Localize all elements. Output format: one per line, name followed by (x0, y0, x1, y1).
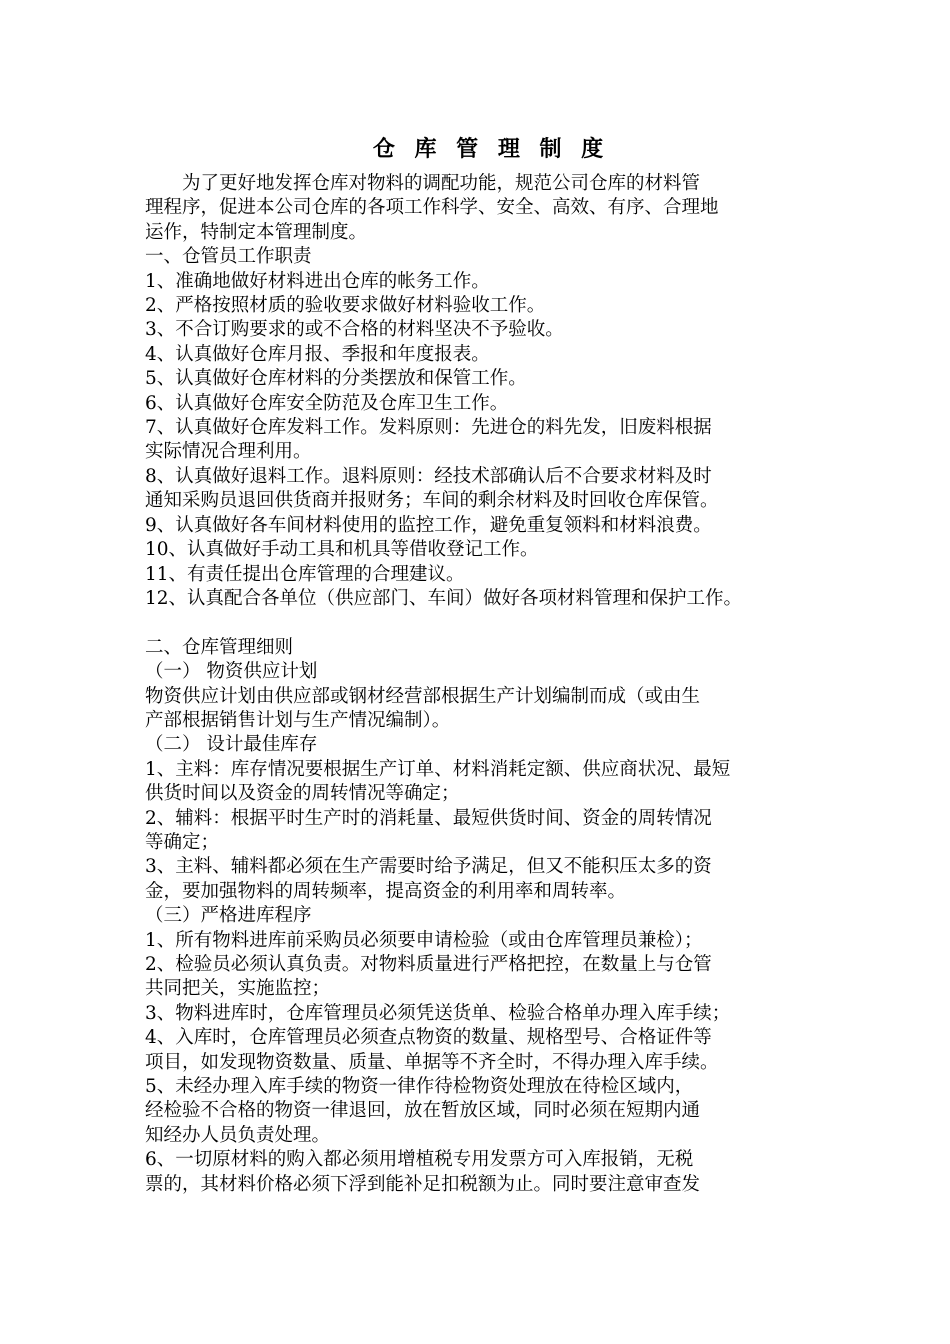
intro-paragraph-line: 运作，特制定本管理制度。 (145, 221, 368, 243)
list-item-continuation: 知经办人员负责处理。 (145, 1124, 331, 1146)
list-item-continuation: 通知采购员退回供货商并报财务；车间的剩余材料及时回收仓库保管。 (145, 490, 719, 512)
intro-paragraph-line: 理程序，促进本公司仓库的各项工作科学、安全、高效、有序、合理地 (145, 197, 719, 219)
paragraph-line: 物资供应计划由供应部或钢材经营部根据生产计划编制而成（或由生 (145, 685, 701, 707)
list-item: 3、主料、辅料都必须在生产需要时给予满足，但又不能积压太多的资 (145, 856, 712, 878)
list-item-continuation: 共同把关，实施监控； (145, 978, 331, 1000)
list-item: 7、认真做好仓库发料工作。发料原则：先进仓的料先发，旧废料根据 (145, 417, 712, 439)
list-item: 3、不合订购要求的或不合格的材料坚决不予验收。 (145, 319, 564, 341)
paragraph-line: 产部根据销售计划与生产情况编制）。 (145, 709, 451, 731)
list-item-continuation: 实际情况合理利用。 (145, 441, 312, 463)
subsection-heading: （三）严格进库程序 (145, 905, 312, 927)
list-item: 1、准确地做好材料进出仓库的帐务工作。 (145, 270, 490, 292)
subsection-heading: （二） 设计最佳库存 (145, 734, 318, 756)
document-title: 仓 库 管 理 制 度 (372, 137, 610, 162)
list-item: 2、辅料：根据平时生产时的消耗量、最短供货时间、资金的周转情况 (145, 807, 712, 829)
list-item: 2、检验员必须认真负责。对物料质量进行严格把控，在数量上与仓管 (145, 953, 712, 975)
list-item: 3、物料进库时，仓库管理员必须凭送货单、检验合格单办理入库手续； (145, 1002, 731, 1024)
intro-paragraph-line: 为了更好地发挥仓库对物料的调配功能，规范公司仓库的材料管 (182, 173, 701, 194)
list-item: 2、严格按照材质的验收要求做好材料验收工作。 (145, 295, 546, 317)
list-item: 6、一切原材料的购入都必须用增植税专用发票方可入库报销，无税 (145, 1149, 694, 1171)
list-item: 9、认真做好各车间材料使用的监控工作，避免重复领料和材料浪费。 (145, 514, 712, 536)
list-item: 11、有责任提出仓库管理的合理建议。 (145, 563, 465, 585)
list-item: 4、认真做好仓库月报、季报和年度报表。 (145, 343, 490, 365)
list-item: 6、认真做好仓库安全防范及仓库卫生工作。 (145, 392, 509, 414)
blank-line (145, 611, 825, 635)
list-item: 5、未经办理入库手续的物资一律作待检物资处理放在待检区域内， (145, 1076, 694, 1098)
section-heading: 二、仓库管理细则 (145, 636, 294, 658)
list-item-continuation: 等确定； (145, 831, 220, 853)
list-item-continuation: 票的，其材料价格必须下浮到能补足扣税额为止。同时要注意审查发 (145, 1173, 701, 1195)
section-heading: 一、仓管员工作职责 (145, 246, 312, 268)
list-item: 1、主料：库存情况要根据生产订单、材料消耗定额、供应商状况、最短 (145, 758, 731, 780)
list-item: 8、认真做好退料工作。退料原则：经技术部确认后不合要求材料及时 (145, 465, 712, 487)
document-body (145, 134, 825, 1197)
list-item: 5、认真做好仓库材料的分类摆放和保管工作。 (145, 368, 527, 390)
list-item-continuation: 项目，如发现物资数量、质量、单据等不齐全时，不得办理入库手续。 (145, 1051, 719, 1073)
list-item: 1、所有物料进库前采购员必须要申请检验（或由仓库管理员兼检）； (145, 929, 703, 951)
list-item-continuation: 供货时间以及资金的周转情况等确定； (145, 783, 460, 805)
subsection-heading: （一） 物资供应计划 (145, 661, 318, 683)
list-item-continuation: 经检验不合格的物资一律退回，放在暂放区域，同时必须在短期内通 (145, 1100, 701, 1122)
list-item-continuation: 金，要加强物料的周转频率，提高资金的利用率和周转率。 (145, 880, 627, 902)
list-item: 4、入库时，仓库管理员必须查点物资的数量、规格型号、合格证件等 (145, 1027, 712, 1049)
list-item: 10、认真做好手动工具和机具等借收登记工作。 (145, 539, 539, 561)
list-item: 12、认真配合各单位（供应部门、车间）做好各项材料管理和保护工作。 (145, 587, 743, 609)
